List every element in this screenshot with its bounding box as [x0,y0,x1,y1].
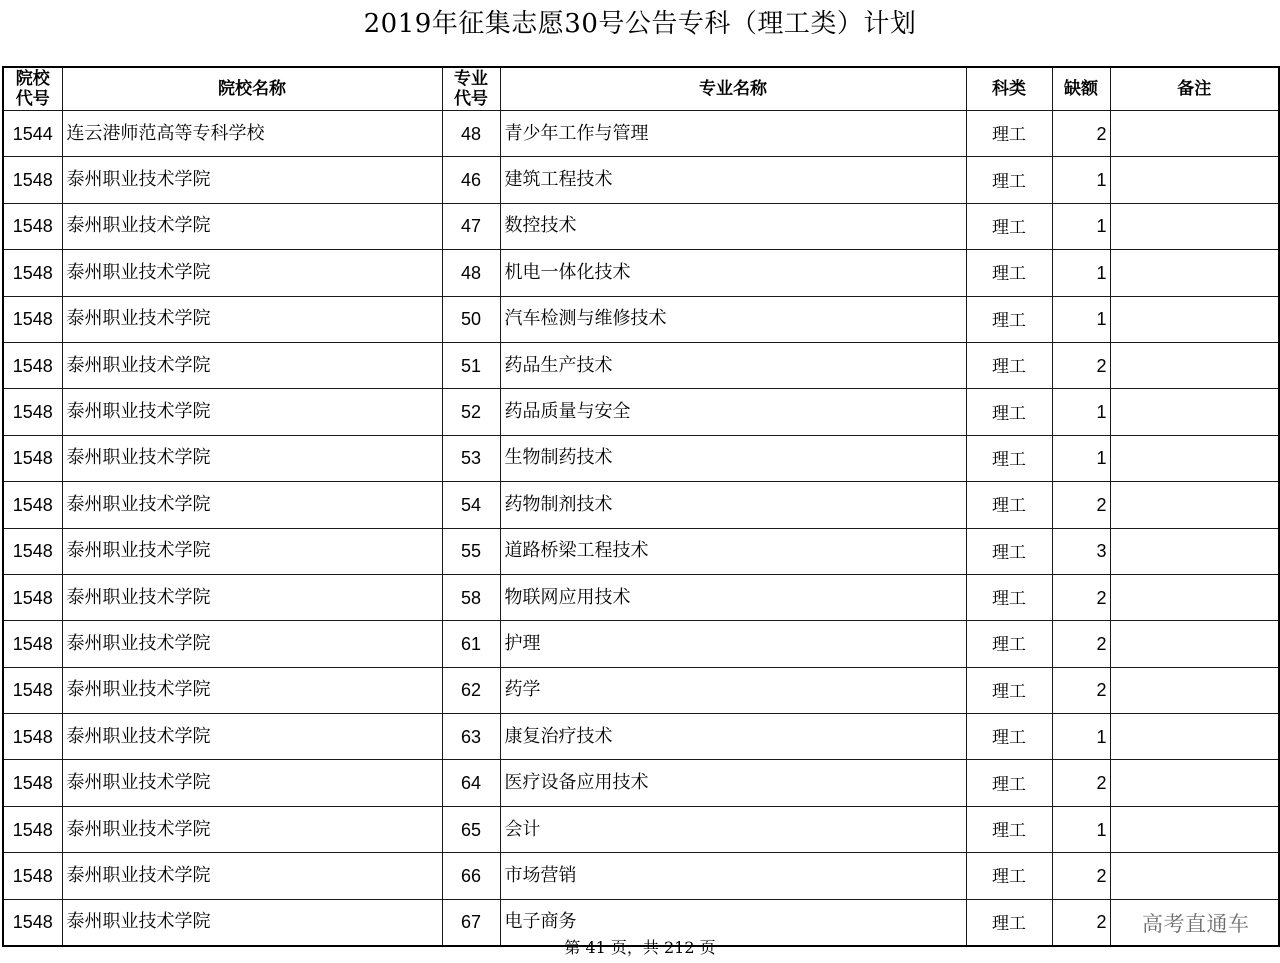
table-row [3,574,1279,620]
vacancy-cell: 1 [1052,203,1110,249]
major-name-cell: 会计 [500,806,966,852]
category-cell: 理工 [966,435,1052,481]
major-code-cell: 52 [442,389,500,435]
table-row [3,482,1279,528]
major-code-cell: 66 [442,853,500,899]
school-code-cell: 1544 [3,111,62,157]
school-code-cell: 1548 [3,482,62,528]
major-name-cell: 建筑工程技术 [500,157,966,203]
header-vacancy: 缺额 [1052,67,1110,111]
major-code-cell: 50 [442,296,500,342]
remark-cell [1110,667,1279,713]
school-name-cell: 泰州职业技术学院 [62,574,442,620]
major-code-cell: 67 [442,899,500,946]
remark-cell [1110,250,1279,296]
school-code-cell: 1548 [3,203,62,249]
table-row [3,853,1279,899]
remark-cell [1110,157,1279,203]
major-code-cell: 58 [442,574,500,620]
school-name-cell: 泰州职业技术学院 [62,157,442,203]
vacancy-cell: 2 [1052,853,1110,899]
table-row [3,806,1279,852]
table-row [3,528,1279,574]
category-cell: 理工 [966,342,1052,388]
table-row [3,157,1279,203]
major-name-cell: 医疗设备应用技术 [500,760,966,806]
remark-cell [1110,574,1279,620]
school-name-cell: 泰州职业技术学院 [62,853,442,899]
school-code-cell: 1548 [3,250,62,296]
vacancy-cell: 1 [1052,806,1110,852]
vacancy-cell: 1 [1052,389,1110,435]
school-code-cell: 1548 [3,667,62,713]
school-code-cell: 1548 [3,296,62,342]
category-cell: 理工 [966,157,1052,203]
category-cell: 理工 [966,250,1052,296]
table-row [3,435,1279,481]
vacancy-cell: 2 [1052,621,1110,667]
category-cell: 理工 [966,482,1052,528]
school-name-cell: 泰州职业技术学院 [62,435,442,481]
major-code-cell: 62 [442,667,500,713]
school-name-cell: 泰州职业技术学院 [62,528,442,574]
header-major-name: 专业名称 [500,67,966,111]
major-code-cell: 64 [442,760,500,806]
remark-cell [1110,806,1279,852]
major-name-cell: 汽车检测与维修技术 [500,296,966,342]
header-major-code-line1: 专业 [454,69,488,89]
major-name-cell: 药学 [500,667,966,713]
header-school-code-line1: 院校 [15,69,50,89]
school-name-cell: 连云港师范高等专科学校 [62,111,442,157]
major-name-cell: 电子商务 [500,899,966,946]
school-code-cell: 1548 [3,342,62,388]
vacancy-cell: 1 [1052,157,1110,203]
table-header-row [3,67,1279,111]
major-name-cell: 青少年工作与管理 [500,111,966,157]
major-code-cell: 53 [442,435,500,481]
vacancy-cell: 1 [1052,296,1110,342]
school-code-cell: 1548 [3,621,62,667]
school-name-cell: 泰州职业技术学院 [62,806,442,852]
major-code-cell: 65 [442,806,500,852]
vacancy-cell: 2 [1052,111,1110,157]
remark-cell [1110,435,1279,481]
school-name-cell: 泰州职业技术学院 [62,899,442,946]
school-name-cell: 泰州职业技术学院 [62,760,442,806]
major-name-cell: 康复治疗技术 [500,714,966,760]
remark-cell [1110,111,1279,157]
remark-cell [1110,528,1279,574]
major-name-cell: 机电一体化技术 [500,250,966,296]
category-cell: 理工 [966,714,1052,760]
table-row [3,714,1279,760]
major-code-cell: 63 [442,714,500,760]
category-cell: 理工 [966,899,1052,946]
major-code-cell: 61 [442,621,500,667]
remark-cell [1110,853,1279,899]
major-name-cell: 市场营销 [500,853,966,899]
category-cell: 理工 [966,389,1052,435]
major-name-cell: 药品生产技术 [500,342,966,388]
category-cell: 理工 [966,853,1052,899]
major-name-cell: 药物制剂技术 [500,482,966,528]
school-name-cell: 泰州职业技术学院 [62,389,442,435]
page-title: 2019年征集志愿30号公告专科（理工类）计划 [363,9,917,39]
school-code-cell: 1548 [3,528,62,574]
major-name-cell: 生物制药技术 [500,435,966,481]
major-code-cell: 48 [442,111,500,157]
table-row [3,250,1279,296]
vacancy-cell: 2 [1052,342,1110,388]
vacancy-cell: 2 [1052,574,1110,620]
school-code-cell: 1548 [3,574,62,620]
category-cell: 理工 [966,806,1052,852]
remark-cell [1110,714,1279,760]
major-name-cell: 护理 [500,621,966,667]
school-name-cell: 泰州职业技术学院 [62,667,442,713]
school-code-cell: 1548 [3,389,62,435]
remark-cell [1110,389,1279,435]
category-cell: 理工 [966,203,1052,249]
remark-cell [1110,482,1279,528]
school-name-cell: 泰州职业技术学院 [62,621,442,667]
table-row [3,667,1279,713]
major-name-cell: 数控技术 [500,203,966,249]
header-category: 科类 [966,67,1052,111]
major-name-cell: 药品质量与安全 [500,389,966,435]
remark-cell [1110,621,1279,667]
remark-cell [1110,760,1279,806]
category-cell: 理工 [966,528,1052,574]
enrollment-plan-table [2,66,1280,947]
table-row [3,621,1279,667]
table-body [3,111,1279,947]
school-code-cell: 1548 [3,157,62,203]
school-name-cell: 泰州职业技术学院 [62,250,442,296]
vacancy-cell: 2 [1052,760,1110,806]
school-name-cell: 泰州职业技术学院 [62,203,442,249]
table-row [3,342,1279,388]
major-code-cell: 54 [442,482,500,528]
school-code-cell: 1548 [3,899,62,946]
table-row [3,760,1279,806]
vacancy-cell: 2 [1052,482,1110,528]
table-row [3,111,1279,157]
page-number-footer: 第 41 页，共 212 页 [564,938,716,957]
watermark: 高考直通车 [1142,912,1250,936]
major-code-cell: 46 [442,157,500,203]
school-code-cell: 1548 [3,806,62,852]
vacancy-cell: 2 [1052,667,1110,713]
vacancy-cell: 1 [1052,714,1110,760]
category-cell: 理工 [966,760,1052,806]
vacancy-cell: 1 [1052,250,1110,296]
major-code-cell: 55 [442,528,500,574]
table-row [3,389,1279,435]
header-school-name: 院校名称 [62,67,442,111]
vacancy-cell: 2 [1052,899,1110,946]
remark-cell [1110,296,1279,342]
vacancy-cell: 1 [1052,435,1110,481]
remark-cell [1110,203,1279,249]
table-row [3,296,1279,342]
header-remark: 备注 [1110,67,1279,111]
major-code-cell: 51 [442,342,500,388]
school-code-cell: 1548 [3,435,62,481]
header-school-code-line2: 代号 [15,89,50,109]
major-code-cell: 47 [442,203,500,249]
major-name-cell: 道路桥梁工程技术 [500,528,966,574]
school-name-cell: 泰州职业技术学院 [62,482,442,528]
school-code-cell: 1548 [3,714,62,760]
major-name-cell: 物联网应用技术 [500,574,966,620]
school-name-cell: 泰州职业技术学院 [62,714,442,760]
category-cell: 理工 [966,111,1052,157]
table-row [3,203,1279,249]
school-code-cell: 1548 [3,760,62,806]
remark-cell [1110,342,1279,388]
header-school-code [3,67,62,111]
category-cell: 理工 [966,574,1052,620]
category-cell: 理工 [966,667,1052,713]
school-code-cell: 1548 [3,853,62,899]
vacancy-cell: 3 [1052,528,1110,574]
header-major-code-line2: 代号 [454,89,488,109]
category-cell: 理工 [966,621,1052,667]
category-cell: 理工 [966,296,1052,342]
major-code-cell: 48 [442,250,500,296]
school-name-cell: 泰州职业技术学院 [62,296,442,342]
school-name-cell: 泰州职业技术学院 [62,342,442,388]
header-major-code [442,67,500,111]
